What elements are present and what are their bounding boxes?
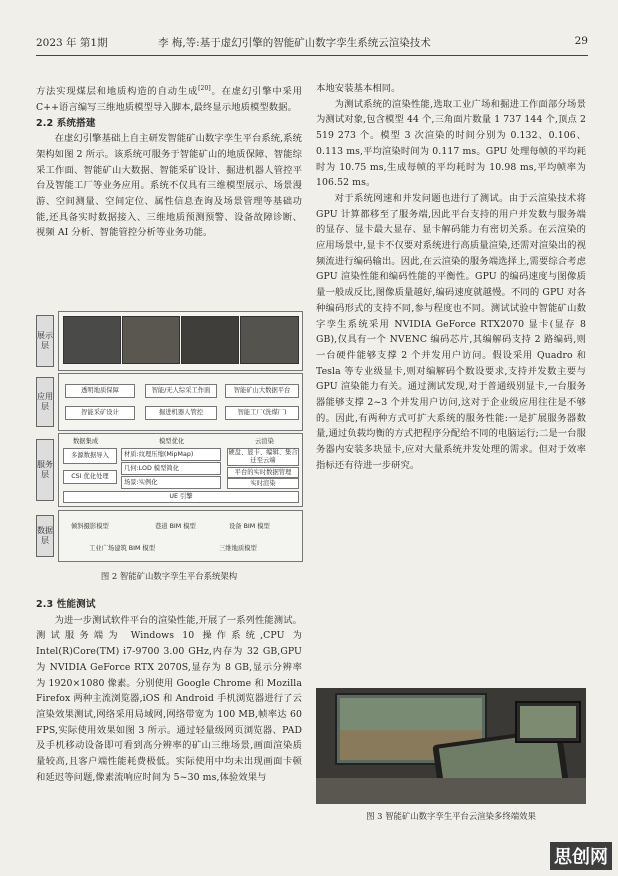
app-box: 智能采矿设计 — [65, 406, 135, 420]
paragraph: 为测试系统的渲染性能,选取工业广场和掘进工作面部分场景为测试对象,包含模型 44 个,三角面片数量 1 737 144 个,顶点 2 519 273 个。模型 3 次渲染的时间分别为 0.132、0.106、0.113 ms,平均渲染时间为 0.117 ms。GPU 处理每帧的平均耗时为 10.75 ms,生成每帧的平均耗时为 10.98 ms,平均帧率为 106.52 ms。 — [316, 98, 586, 189]
site-watermark: 思创网 — [550, 842, 612, 870]
paragraph: 在虚幻引擎基础上自主研发智能矿山数字孪生平台系统,系统架构如图 2 所示。该系统可服务于智能矿山的地质保障、智能综采工作面、智能矿山大数据、智能采矿设计、掘进机器人管控平台及智能工厂等业务应用。系统不仅具有三维模型展示、场景漫游、空间测量、空间定位、属性信息查询及场景管理等基础功能,还具备实时数据接入、三维地质预测预警、设备故障诊断、视频 AI 分析、智能管控分析等业务功能。 — [36, 133, 302, 239]
display-layer — [58, 311, 303, 371]
header-rule — [36, 55, 588, 56]
service-box: 多源数据导入 — [63, 448, 117, 464]
scene-thumbnail — [181, 316, 239, 364]
app-box: 智能矿山大数据平台 — [225, 384, 299, 398]
paragraph: 本地安装基本相同。 — [316, 83, 401, 94]
section-heading-2-3: 2.3 性能测试 — [36, 599, 96, 610]
app-box: 智能/无人综采工作面 — [145, 384, 217, 398]
ue-engine-bar: UE 引擎 — [63, 491, 299, 503]
section-heading-2-2: 2.2 系统搭建 — [36, 117, 96, 129]
scene-thumbnail — [122, 316, 180, 364]
data-layer — [58, 510, 303, 562]
layer-label: 展示层 — [36, 315, 54, 367]
application-layer — [58, 373, 303, 431]
service-box: 几何:LOD 模型简化 — [121, 462, 221, 475]
figure-3-caption: 图 3 智能矿山数字孪生平台云渲染多终端效果 — [366, 811, 536, 821]
data-item: 工业广场建筑 BIM 模型 — [89, 545, 155, 552]
paragraph: 对于系统网速和并发问题也进行了测试。由于云渲染技术将 GPU 计算都移至了服务端,因此平台支持的用户并发数与服务端的显存、显卡最大显存、显卡解码能力有密切关系。在云渲染的应用场景中,显卡不仅要对系统进行高质量渲染,还需对渲染出的视频流进行编码输出。因此,在云渲染的服务端选择上,需要综合考虑 GPU 渲染性能和编码性能的平衡性。GPU 的编码速度与图像质量一般成反比,图像质量越好,编码速度就越慢。不同的 GPU 对各种编码形式的支持不同,参与程度也不同。测试试验中智能矿山数字孪生系统采用 NVIDIA GeForce RTX2070 显卡(显存 8 GB),仅具有一个 NVENC 编码芯片,其编解码支持 2 路编码,则一台硬件能够支撑 2 个并发用户访问。假设采用 Quadro 和 Tesla 等专业级显卡,则对编解码个数设要求,支持并发数主要与 GPU 渲染能力有关。通过测试发现,对于普通级别显卡,一台服务器能够支撑 2~3 个并发用户访问,这对于企业级应用往往是不够的。因此,有两种方式可扩大系统的服务性能:一是扩展服务器数量,通过负载均衡的方式把程序分配给不同的电脑运行;二是一台服务器内安装多块显卡,应对大量系统并发处理的需求。但对于效率指标还有待进一步研究。 — [316, 192, 586, 471]
architecture-figure — [36, 311, 302, 564]
layer-label: 应用层 — [36, 377, 54, 427]
service-box: 场景:实例化 — [121, 476, 221, 489]
app-box: 掘进机器人管控 — [145, 406, 217, 420]
paragraph: 方法实现煤层和地质构造的自动生成[20]。在虚幻引擎中采用 C++语言编写三维地质模型导入脚本,最终显示地质模型数据。 — [36, 85, 302, 113]
service-box: CSI 优化处理 — [63, 470, 117, 484]
app-box: 智能工厂(洗煤厂) — [225, 406, 299, 420]
data-item: 设备 BIM 模型 — [229, 523, 270, 530]
layer-label: 数据层 — [36, 515, 54, 557]
scene-thumbnail — [63, 316, 121, 364]
service-title: 云渲染 — [255, 438, 274, 445]
service-title: 数据集成 — [73, 438, 99, 445]
paragraph: 为进一步测试软件平台的渲染性能,开展了一系列性能测试。测试服务端为 Windows 10 操作系统,CPU 为 Intel(R)Core(TM) i7-9700 3.00 GHz,内存为 32 GB,GPU 为 NVIDIA GeForce RTX 2070S,显存为 8 GB,显示分辨率为 1920×1080 像素。分别使用 Google Chrome 和 Mozilla Firefox 两种主流浏览器,iOS 和 Android 手机浏览器进行了云渲染效果测试,网络采用局域网,网络带宽为 100 MB,帧率达 60 FPS,实际使用效果如图 3 所示。通过轻量级网页浏览器、PAD 及手机移动设备即可看到高分辨率的矿山三维场景,画面渲染质量较高,且客户端性能耗费极低。实际使用中均未出现画面卡顿和延迟等问题,像素流响应时间为 5~30 ms,体验效果与 — [36, 614, 302, 783]
data-item: 倾斜摄影模型 — [71, 523, 109, 530]
left-column-top — [36, 81, 302, 241]
figure-2-caption: 图 2 智能矿山数字孪生平台系统架构 — [100, 571, 238, 581]
scene-thumbnail — [240, 316, 299, 364]
running-header — [36, 35, 588, 53]
page-number: 29 — [574, 35, 588, 47]
layer-label: 服务层 — [36, 439, 54, 501]
service-box: 实时渲染 — [227, 478, 299, 489]
service-box: 平台的实时数据管理 — [227, 467, 299, 478]
service-box: 硬盘、显卡、编辑、集合迁至云端 — [228, 449, 298, 464]
running-title: 李 梅,等:基于虚幻引擎的智能矿山数字孪生系统云渲染技术 — [158, 37, 431, 49]
issue-label: 2023 年 第1期 — [36, 37, 108, 49]
data-item: 巷道 BIM 模型 — [155, 523, 196, 530]
app-box: 透明地质保障 — [65, 384, 135, 398]
service-box: 材质:纹理压缩(MipMap) — [121, 448, 221, 461]
left-column-bottom — [36, 597, 302, 785]
multi-terminal-photo — [316, 688, 586, 804]
right-column — [316, 81, 586, 474]
service-title: 模型优化 — [159, 438, 185, 445]
photo-illustration — [316, 688, 586, 804]
service-layer — [58, 433, 303, 507]
data-item: 三维地质模型 — [219, 545, 257, 552]
